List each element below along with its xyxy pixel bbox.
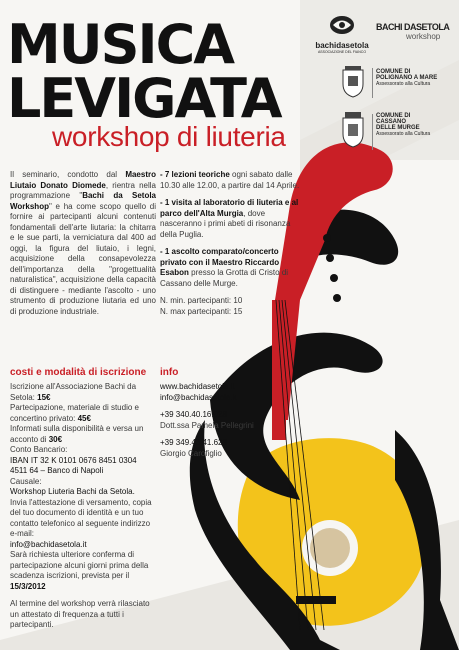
cost-value: 30€ xyxy=(48,434,63,444)
polignano-logo xyxy=(340,66,455,102)
schedule-item-title: - 1 visita al laboratorio di liuteria e al parco dell'Alta Murgia xyxy=(160,198,299,218)
cost-line xyxy=(10,382,156,403)
confirmation-note xyxy=(10,550,156,592)
certificate-note: Al termine del workshop verrà rilasciato un attestato di frequenza a tutti i partecipanti. xyxy=(10,599,150,629)
cost-line xyxy=(10,403,156,424)
bank-label: Conto Bancario: xyxy=(10,445,68,454)
schedule-item-title: - 7 lezioni teoriche xyxy=(160,170,233,179)
maestro-name: Maestro Liutaio Donato Diomede xyxy=(10,170,156,190)
phone-1[interactable]: +39 340.40.16.028 xyxy=(160,410,227,419)
subtitle: workshop di liuteria xyxy=(52,121,286,152)
cost-label: Partecipazione, materiale di studio e concertino privato: xyxy=(10,403,139,423)
contact-name-2: Giorgio Carofiglio xyxy=(160,448,222,458)
bachidasetola-logo xyxy=(312,14,372,54)
schedule-item xyxy=(160,247,302,289)
contact-name-1: Dott.ssa Pamela Pellegrini xyxy=(160,420,254,430)
iban: IBAN IT 32 K 0101 0676 8451 0304 4511 64 – Banco di Napoli xyxy=(10,455,137,475)
cost-value: 15€ xyxy=(37,392,51,402)
cost-value: 45€ xyxy=(77,413,91,423)
schedule-item-text: ogni sabato dalle 10.30 alle 12.00, a partire dal 14 Aprile. xyxy=(160,170,300,190)
phone-2[interactable]: +39 349.43.41.628 xyxy=(160,438,227,447)
schedule-item-text: presso la Grotta di Cristo di Cassano delle Murge. xyxy=(160,268,289,288)
bachi-name: bachidasetola xyxy=(315,41,369,50)
deadline-date: 15/3/2012 xyxy=(10,581,46,591)
info-heading: info xyxy=(160,367,179,378)
website-link[interactable]: www.bachidasetola.it xyxy=(160,382,235,391)
polignano-crest-icon xyxy=(340,66,366,98)
max-participants: N. max partecipanti: 15 xyxy=(160,306,243,316)
cost-label: Informati sulla disponibilità e versa un acconto di xyxy=(10,424,144,444)
causale-label: Causale: xyxy=(10,476,42,486)
schedule-item-title: - 1 ascolto comparato/concerto privato xyxy=(160,247,279,267)
intro-text: " e ha come scopo quello di fornire ai partecipanti alcuni contenuti fondamentali dell'arte liutaria: la chitarra e le sue parti, la verniciatura dal 400 ad oggi, la figura del liutaio, i legni, acquisizione della consapevolezza dell'importanza della "progettualità naturalistica", acquisizione della capacità di distinguere - mediante l'ascolto - uno strumento di produzione liutaria ed uno di produzione industriale. xyxy=(10,201,156,316)
intro-paragraph xyxy=(10,170,156,317)
min-participants: N. min. partecipanti: 10 xyxy=(160,296,243,305)
cassano-line3: DELLE MURGE xyxy=(376,125,420,131)
title-line-2: LEVIGATA xyxy=(7,67,281,130)
send-instructions: Invia l'attestazione di versamento, copia del tuo documento di identità e un tuo contatto telefonico al seguente indirizzo e-mail: xyxy=(10,497,152,538)
programme-name: Bachi da Setola Workshop xyxy=(10,191,156,211)
cassano-crest-icon xyxy=(340,112,366,148)
cassano-line2: CASSANO xyxy=(376,119,407,125)
bachi-emblem-icon xyxy=(329,14,355,36)
bachi-ws-bottom: workshop xyxy=(406,32,441,41)
bachi-ws-top: BACHI DASETOLA xyxy=(376,22,450,32)
polignano-line2: POLIGNANO A MARE xyxy=(376,75,438,81)
intro-text: Il seminario, condotto dal xyxy=(10,170,126,179)
info-block xyxy=(160,382,300,459)
intro-text: , rientra nella programmazione " xyxy=(10,180,156,200)
cassano-line1: COMUNE DI xyxy=(376,113,411,119)
cost-label: Iscrizione all'Associazione Bachi da Setola: xyxy=(10,382,137,402)
polignano-line3: Assessorato alla Cultura xyxy=(376,81,431,87)
bachi-tagline: ASSOCIAZIONE DEL FIANCO xyxy=(317,50,367,54)
polignano-line1: COMUNE DI xyxy=(376,69,411,75)
confirmation-text: Sarà richiesta ulteriore conferma di partecipazione alcuni giorni prima della scadenza iscrizioni, prevista per il xyxy=(10,550,149,580)
guitar-bridge xyxy=(296,596,336,604)
cassano-logo xyxy=(340,112,455,156)
causale-value: Workshop Liuteria Bachi da Setola. xyxy=(10,487,135,496)
schedule-item-guest: con il Maestro Riccardo Esabon xyxy=(160,257,280,277)
schedule-item xyxy=(160,170,302,191)
info-email[interactable]: info@bachidasetola.it xyxy=(160,392,237,402)
cassano-line4: Assessorato alla Cultura xyxy=(376,131,431,137)
costs-heading: costi e modalità di iscrizione xyxy=(10,367,147,378)
costs-block xyxy=(10,382,156,631)
cost-line xyxy=(10,424,156,445)
title-line-1: MUSICA xyxy=(7,13,233,76)
schedule-item xyxy=(160,198,302,240)
registration-email[interactable]: info@bachidasetola.it xyxy=(10,539,87,549)
schedule-column xyxy=(160,170,302,317)
schedule-item-text: , dove nasceranno i primi abeti di risonanza della Puglia. xyxy=(160,208,291,239)
bachi-workshop-logo xyxy=(376,22,456,41)
